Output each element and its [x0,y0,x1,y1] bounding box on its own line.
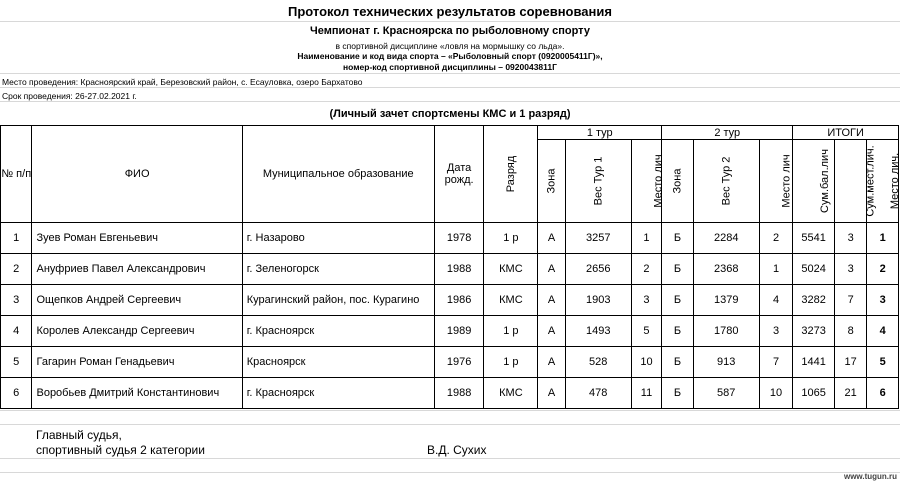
cell-final-place: 1 [867,223,899,254]
cell-weight1: 2656 [565,254,631,285]
cell-place1: 10 [631,347,662,378]
gridline [0,21,900,22]
cell-zone2: Б [662,254,693,285]
col-header-zone1-label: Зона [545,168,558,194]
gridline [0,458,900,459]
gridline [0,87,900,88]
judge-title-line1: Главный судья, [36,428,122,442]
cell-place1: 3 [631,285,662,316]
col-header-rank [484,126,538,223]
cell-rank: 1 р [484,316,538,347]
event-dates: Срок проведения: 26-27.02.2021 г. [2,91,137,101]
cell-place2: 1 [759,254,793,285]
cell-weight1: 1493 [565,316,631,347]
cell-place1: 1 [631,223,662,254]
group-header-tour1: 1 тур [538,126,662,140]
cell-sum-places: 3 [834,223,867,254]
cell-zone1: А [538,316,565,347]
table-row [1,254,899,285]
cell-place2: 10 [759,378,793,409]
cell-municipality: г. Назарово [242,223,434,254]
cell-zone2: Б [662,316,693,347]
col-header-sum-points-label: Сум.бал.лич [819,149,832,213]
results-table [0,125,902,409]
table-subtitle: (Личный зачет спортсмены КМС и 1 разряд) [329,108,571,120]
cell-place2: 2 [759,223,793,254]
cell-weight1: 1903 [565,285,631,316]
cell-name: Ощепков Андрей Сергеевич [32,285,242,316]
cell-name: Ануфриев Павел Александрович [32,254,242,285]
results-body [1,223,899,409]
discipline-code-text: номер-код спортивной дисциплины – 0920043811Г [343,62,557,72]
cell-sum-points: 5024 [793,254,835,285]
cell-name: Воробьев Дмитрий Константинович [32,378,242,409]
cell-birth: 1988 [434,254,484,285]
cell-sum-points: 3282 [793,285,835,316]
sport-code-text: Наименование и код вида спорта – «Рыболовный спорт (0920005411Г)», [297,51,603,61]
cell-sum-points: 1441 [793,347,835,378]
table-row [1,378,899,409]
cell-name: Зуев Роман Евгеньевич [32,223,242,254]
cell-weight2: 587 [693,378,759,409]
cell-birth: 1988 [434,378,484,409]
cell-final-place: 2 [867,254,899,285]
col-header-weight2 [693,140,759,223]
cell-sum-places: 7 [834,285,867,316]
cell-municipality: Курагинский район, пос. Курагино [242,285,434,316]
cell-sum-places: 21 [834,378,867,409]
page-title: Протокол технических результатов соревнования [288,4,612,19]
judge-title-line2: спортивный судья 2 категории [36,443,205,457]
cell-weight2: 1780 [693,316,759,347]
cell-zone2: Б [662,378,693,409]
cell-weight2: 1379 [693,285,759,316]
cell-rank: КМС [484,254,538,285]
cell-final-place: 6 [867,378,899,409]
gridline [0,424,900,425]
col-header-name: ФИО [32,126,242,223]
cell-weight1: 528 [565,347,631,378]
col-header-municipality: Муниципальное образование [242,126,434,223]
gridline [0,472,900,473]
cell-place1: 5 [631,316,662,347]
cell-weight2: 913 [693,347,759,378]
cell-sum-points: 1065 [793,378,835,409]
cell-num: 4 [1,316,32,347]
judge-name: В.Д. Сухих [427,443,487,457]
cell-final-place: 4 [867,316,899,347]
gridline [0,410,900,411]
header-row-groups [1,126,899,140]
cell-zone1: А [538,223,565,254]
cell-num: 2 [1,254,32,285]
cell-num: 6 [1,378,32,409]
col-header-place1-label: Место лич [652,154,665,208]
discipline-text: в спортивной дисциплине «ловля на мормышку со льда». [335,41,565,51]
cell-num: 1 [1,223,32,254]
col-header-weight2-label: Вес Тур 2 [720,156,733,206]
col-header-place1 [631,140,665,223]
cell-final-place: 5 [867,347,899,378]
cell-place2: 4 [759,285,793,316]
cell-municipality: г. Красноярск [242,316,434,347]
cell-place1: 2 [631,254,662,285]
col-header-birth-label: Дата рожд. [444,162,474,186]
cell-zone1: А [538,347,565,378]
cell-place1: 11 [631,378,662,409]
table-row [1,347,899,378]
col-header-birth [434,126,484,223]
cell-rank: КМС [484,285,538,316]
group-header-totals: ИТОГИ [793,126,899,140]
cell-birth: 1978 [434,223,484,254]
cell-birth: 1989 [434,316,484,347]
gridline [0,101,900,102]
col-header-num: № п/п [1,126,32,223]
col-header-place2 [759,140,793,223]
cell-sum-places: 3 [834,254,867,285]
col-header-weight1-label: Вес Тур 1 [592,156,605,206]
col-header-weight1 [565,140,631,223]
cell-place2: 7 [759,347,793,378]
cell-num: 3 [1,285,32,316]
cell-zone1: А [538,254,565,285]
cell-name: Гагарин Роман Генадьевич [32,347,242,378]
cell-rank: 1 р [484,347,538,378]
cell-birth: 1986 [434,285,484,316]
cell-weight1: 478 [565,378,631,409]
col-header-rank-label: Разряд [504,155,517,193]
cell-name: Королев Александр Сергеевич [32,316,242,347]
cell-rank: 1 р [484,223,538,254]
cell-zone2: Б [662,223,693,254]
col-header-sum-places [834,140,877,223]
cell-sum-places: 8 [834,316,867,347]
col-header-sum-places-label: Сум.мест.лич. [864,145,877,217]
cell-rank: КМС [484,378,538,409]
cell-municipality: г. Зеленогорск [242,254,434,285]
cell-weight2: 2368 [693,254,759,285]
col-header-zone2 [662,140,693,223]
col-header-sum-points [793,140,835,223]
cell-municipality: г. Красноярск [242,378,434,409]
cell-zone2: Б [662,285,693,316]
col-header-zone1 [538,140,565,223]
cell-final-place: 3 [867,285,899,316]
cell-weight2: 2284 [693,223,759,254]
event-place: Место проведения: Красноярский край, Березовский район, с. Есауловка, озеро Бархатово [2,77,363,87]
cell-zone1: А [538,378,565,409]
cell-zone2: Б [662,347,693,378]
col-header-final-place-label: Место лич. [889,152,902,210]
gridline [0,73,900,74]
table-row [1,223,899,254]
cell-place2: 3 [759,316,793,347]
championship-title: Чемпионат г. Красноярска по рыболовному спорту [310,25,590,37]
cell-sum-points: 3273 [793,316,835,347]
group-header-tour2: 2 тур [662,126,793,140]
col-header-place2-label: Место лич [780,154,793,208]
cell-municipality: Красноярск [242,347,434,378]
cell-zone1: А [538,285,565,316]
table-row [1,316,899,347]
cell-weight1: 3257 [565,223,631,254]
col-header-zone2-label: Зона [671,168,684,194]
watermark: www.tugun.ru [843,472,897,481]
cell-num: 5 [1,347,32,378]
cell-sum-points: 5541 [793,223,835,254]
cell-sum-places: 17 [834,347,867,378]
table-row [1,285,899,316]
cell-birth: 1976 [434,347,484,378]
